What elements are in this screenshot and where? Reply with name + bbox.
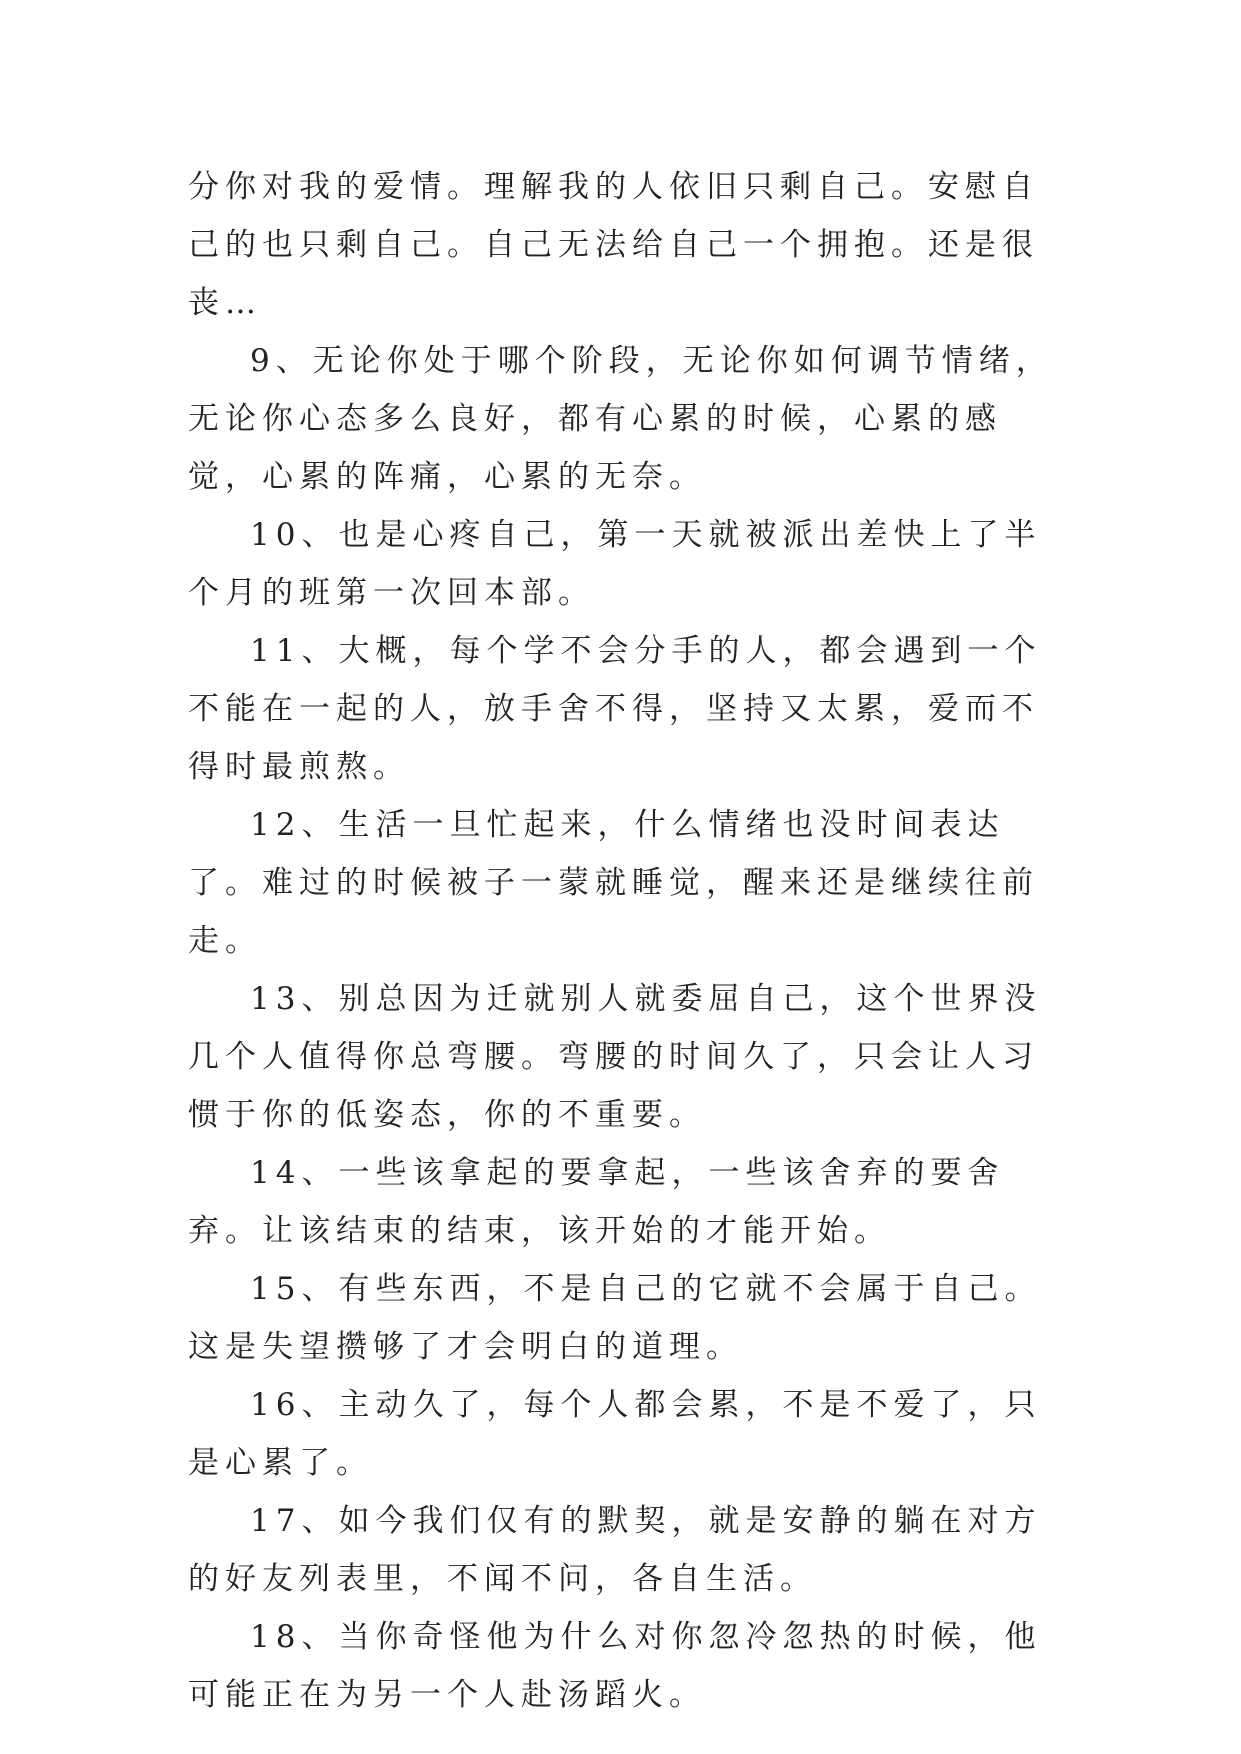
paragraph-item-10: 10、也是心疼自己，第一天就被派出差快上了半个月的班第一次回本部。 bbox=[188, 517, 1042, 611]
paragraph-item-15: 15、有些东西，不是自己的它就不会属于自己。这是失望攒够了才会明白的道理。 bbox=[188, 1271, 1042, 1365]
paragraph-item-18: 18、当你奇怪他为什么对你忽冷忽热的时候，他可能正在为另一个人赴汤蹈火。 bbox=[188, 1619, 1042, 1713]
paragraph-item-16: 16、主动久了，每个人都会累，不是不爱了，只是心累了。 bbox=[188, 1387, 1042, 1481]
paragraph-item-12: 12、生活一旦忙起来，什么情绪也没时间表达了。难过的时候被子一蒙就睡觉，醒来还是继续往前走。 bbox=[188, 807, 1039, 959]
paragraph-item-11: 11、大概，每个学不会分手的人，都会遇到一个不能在一起的人，放手舍不得，坚持又太累，爱而不得时最煎熬。 bbox=[188, 633, 1042, 785]
document-page bbox=[188, 158, 1058, 1724]
paragraph-item-13: 13、别总因为迁就别人就委屈自己，这个世界没几个人值得你总弯腰。弯腰的时间久了，只会让人习惯于你的低姿态，你的不重要。 bbox=[188, 981, 1042, 1133]
paragraph-continuation: 分你对我的爱情。理解我的人依旧只剩自己。安慰自己的也只剩自己。自己无法给自己一个拥抱。还是很丧… bbox=[188, 169, 1039, 321]
paragraph-item-17: 17、如今我们仅有的默契，就是安静的躺在对方的好友列表里，不闻不问，各自生活。 bbox=[188, 1503, 1042, 1597]
paragraph-item-14: 14、一些该拿起的要拿起，一些该舍弃的要舍弃。让该结束的结束，该开始的才能开始。 bbox=[188, 1155, 1005, 1249]
paragraph-item-9: 9、无论你处于哪个阶段，无论你如何调节情绪，无论你心态多么良好，都有心累的时候，心累的感觉，心累的阵痛，心累的无奈。 bbox=[188, 343, 1053, 495]
